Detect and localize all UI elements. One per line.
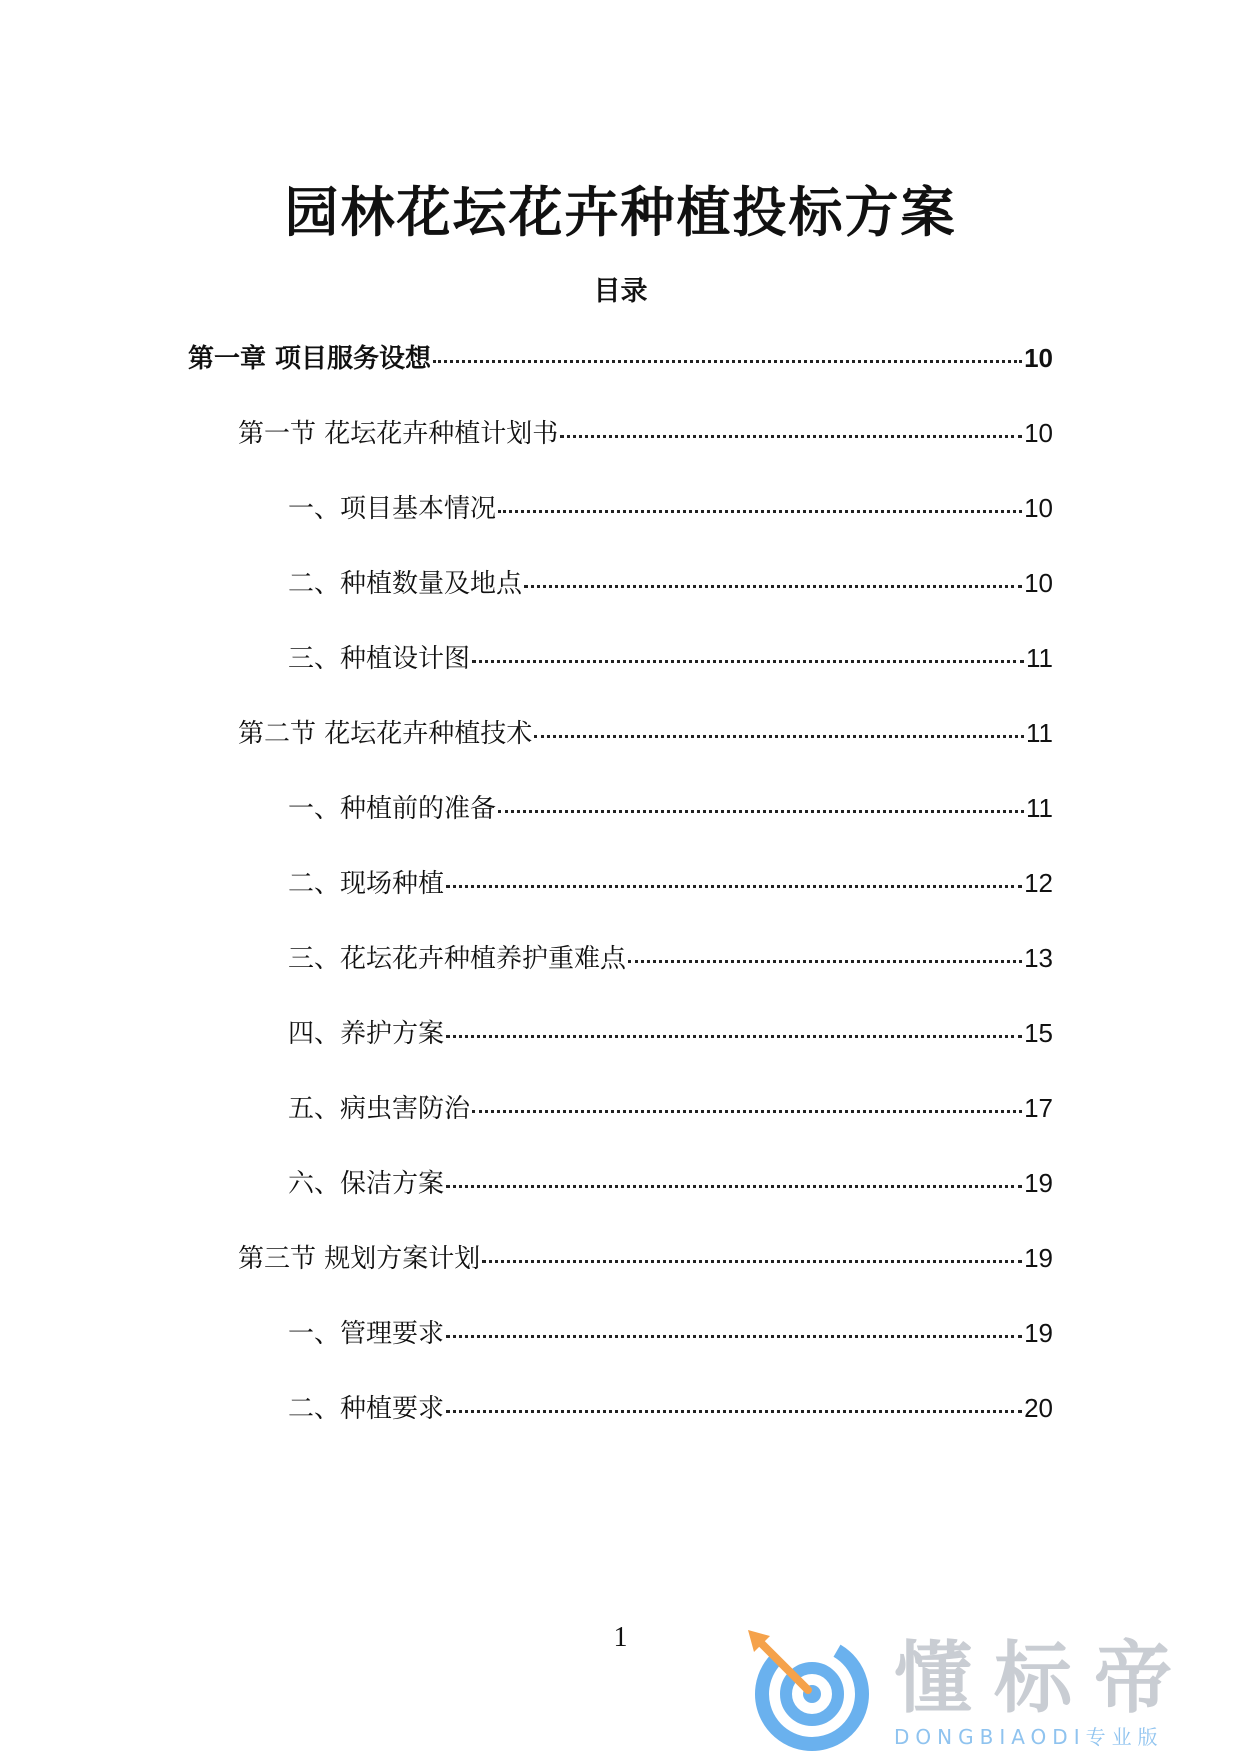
dot-leader: [498, 508, 1022, 513]
toc-entry-item[interactable]: [288, 638, 1053, 678]
toc-entry-page: 19: [1024, 1318, 1053, 1348]
watermark-brand: 懂标帝: [894, 1634, 1195, 1724]
toc-entry-item[interactable]: [288, 488, 1053, 528]
toc-entry-page: 15: [1024, 1018, 1053, 1048]
toc-entry-page: 19: [1024, 1243, 1053, 1273]
toc-entry-item[interactable]: [288, 863, 1053, 903]
dot-leader: [446, 1333, 1022, 1338]
toc-entry-item[interactable]: [288, 938, 1053, 978]
toc-entry-page: 11: [1026, 643, 1053, 673]
toc-entry-item[interactable]: [288, 1088, 1053, 1128]
watermark: [744, 1624, 1214, 1754]
toc-entry-label: 三、种植设计图: [288, 644, 471, 674]
dot-leader: [498, 808, 1024, 813]
target-arrow-icon: [744, 1624, 874, 1754]
toc-entry-section[interactable]: [238, 713, 1053, 753]
dot-leader: [446, 1408, 1022, 1413]
toc-entry-label: 第一章 项目服务设想: [188, 344, 432, 374]
dot-leader: [560, 433, 1022, 438]
toc-entry-page: 12: [1024, 868, 1053, 898]
toc-entry-section[interactable]: [238, 1238, 1053, 1278]
toc-entry-section[interactable]: [238, 413, 1053, 453]
toc-entry-label: 第一节 花坛花卉种植计划书: [238, 419, 559, 449]
toc-entry-label: 二、种植数量及地点: [288, 569, 523, 599]
toc-entry-page: 11: [1026, 793, 1053, 823]
toc-entry-label: 四、养护方案: [288, 1019, 445, 1049]
toc-entry-page: 10: [1024, 418, 1053, 448]
toc-entry-page: 20: [1024, 1393, 1053, 1423]
toc-entry-item[interactable]: [288, 563, 1053, 603]
dot-leader: [524, 583, 1022, 588]
toc-entry-item[interactable]: [288, 1013, 1053, 1053]
dot-leader: [446, 1183, 1022, 1188]
toc-heading: 目录: [593, 276, 648, 307]
dot-leader: [472, 658, 1024, 663]
toc-entry-item[interactable]: [288, 1313, 1053, 1353]
dot-leader: [472, 1108, 1022, 1113]
watermark-subtitle: DONGBIAODI专业版: [894, 1725, 1164, 1749]
dot-leader: [446, 1033, 1022, 1038]
toc-entry-label: 二、现场种植: [288, 869, 445, 899]
dot-leader: [482, 1258, 1022, 1263]
dot-leader: [534, 733, 1024, 738]
document-title: 园林花坛花卉种植投标方案: [284, 181, 957, 244]
toc-entry-item[interactable]: [288, 1388, 1053, 1428]
toc-entry-page: 13: [1024, 943, 1053, 973]
dot-leader: [433, 358, 1022, 363]
toc-entry-label: 五、病虫害防治: [288, 1094, 471, 1124]
toc-entry-label: 一、管理要求: [288, 1319, 445, 1349]
page-number: 1: [613, 1622, 628, 1653]
dot-leader: [446, 883, 1022, 888]
toc-entry-label: 三、花坛花卉种植养护重难点: [288, 944, 627, 974]
toc-entry-page: 17: [1024, 1093, 1053, 1123]
toc-entry-page: 19: [1024, 1168, 1053, 1198]
toc-entry-page: 10: [1024, 493, 1053, 523]
toc-entry-page: 10: [1024, 568, 1053, 598]
toc-entry-page: 11: [1026, 718, 1053, 748]
toc-entry-label: 二、种植要求: [288, 1394, 445, 1424]
toc-entry-chapter[interactable]: [188, 338, 1053, 378]
toc-entry-label: 六、保洁方案: [288, 1169, 445, 1199]
toc-entry-label: 一、种植前的准备: [288, 794, 497, 824]
dot-leader: [628, 958, 1022, 963]
toc-entry-label: 第三节 规划方案计划: [238, 1244, 481, 1274]
toc-entry-item[interactable]: [288, 788, 1053, 828]
toc-entry-label: 第二节 花坛花卉种植技术: [238, 719, 533, 749]
toc-entry-page: 10: [1024, 343, 1053, 373]
toc-entry-item[interactable]: [288, 1163, 1053, 1203]
toc-entry-label: 一、项目基本情况: [288, 494, 497, 524]
